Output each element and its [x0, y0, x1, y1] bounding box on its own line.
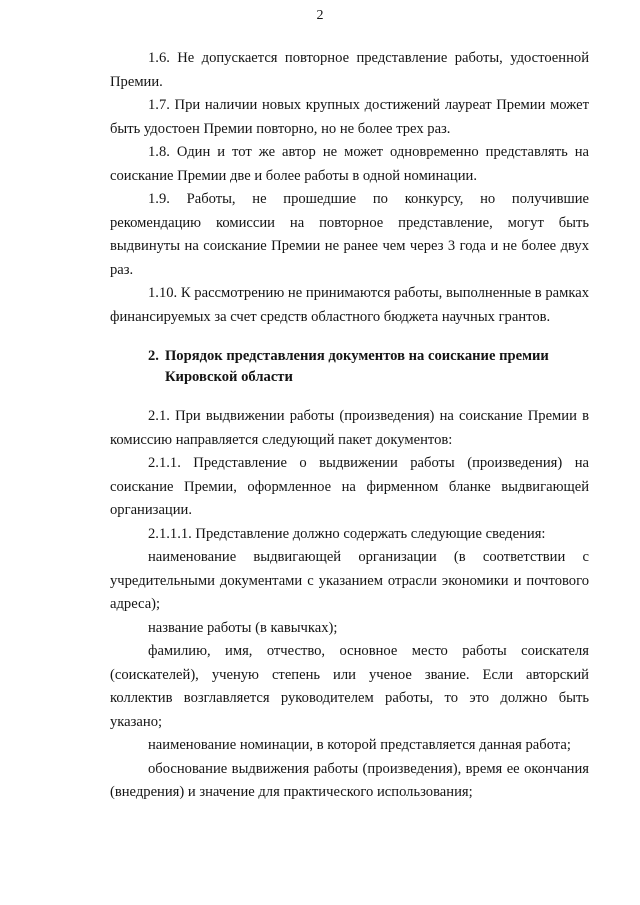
paragraph-1-7: 1.7. При наличии новых крупных достижений лауреат Премии может быть удостоен Премии повторно, но не более трех раз. [110, 97, 589, 137]
section-number: 2. [148, 348, 159, 364]
list-item-work-title: название работы (в кавычках); [148, 619, 338, 636]
paragraph-1-8: 1.8. Один и тот же автор не может одновременно представлять на соискание Премии две и более работы в одной номинации. [110, 144, 589, 184]
section-title: Порядок представления документов на соискание премии Кировской области [164, 348, 549, 385]
list-item-applicant-details: фамилию, имя, отчество, основное место работы соискателя (соискателей), ученую степень или ученое звание. Если авторский коллектив возглавляется руководителем работы, то это должно быть указано; [110, 643, 589, 730]
list-item-justification: обоснование выдвижения работы (произведения), время ее окончания (внедрения) и значение для практического использования; [110, 760, 589, 800]
paragraph-1-10: 1.10. К рассмотрению не принимаются работы, выполненные в рамках финансируемых за счет средств областного бюджета научных грантов. [110, 285, 589, 325]
paragraph-1-9: 1.9. Работы, не прошедшие по конкурсу, но получившие рекомендацию комиссии на повторное представление, могут быть выдвинуты на соискание Премии не ранее чем через 3 года и не более двух раз. [110, 191, 589, 278]
paragraph-2-1-1-1: 2.1.1.1. Представление должно содержать следующие сведения: [148, 525, 546, 542]
paragraph-1-6: 1.6. Не допускается повторное представление работы, удостоенной Премии. [110, 50, 589, 90]
section-heading [148, 346, 589, 388]
list-item-nomination-name: наименование номинации, в которой представляется данная работа; [148, 737, 571, 753]
paragraph-2-1: 2.1. При выдвижении работы (произведения) на соискание Премии в комиссию направляется следующий пакет документов: [110, 408, 589, 448]
paragraph-2-1-1: 2.1.1. Представление о выдвижении работы (произведения) на соискание Премии, оформленное на фирменном бланке выдвигающей организации. [110, 455, 589, 518]
document-body [110, 47, 589, 805]
list-item-organization-name: наименование выдвигающей организации (в соответствии с учредительными документами с указанием отрасли экономики и почтового адреса); [110, 549, 589, 612]
page-number: 2 [316, 8, 324, 23]
